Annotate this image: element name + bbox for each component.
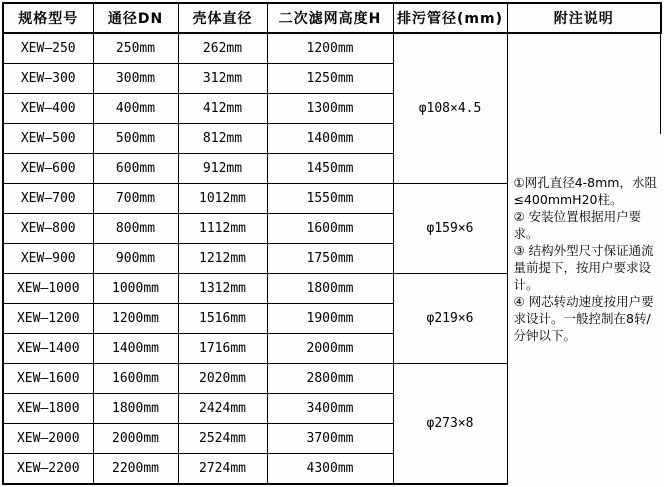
model-cell: XEW—1800 <box>3 394 93 424</box>
note-item: ④ 网芯转动速度按用户要求设计。一般控制在8转/分钟以下。 <box>513 294 654 343</box>
filter-height-cell: 1550mm <box>267 184 393 214</box>
model-cell: XEW—500 <box>3 124 93 154</box>
model-cell: XEW—300 <box>3 64 93 94</box>
dn-cell: 1000mm <box>93 274 178 304</box>
column-header: 壳体直径 <box>178 3 267 33</box>
table-row <box>3 33 661 64</box>
note-item: ② 安装位置根据用户要求。 <box>513 209 642 241</box>
shell-diameter-cell: 1312mm <box>178 274 267 304</box>
filter-height-cell: 1250mm <box>267 64 393 94</box>
filter-height-cell: 2000mm <box>267 334 393 364</box>
shell-diameter-cell: 812mm <box>178 124 267 154</box>
dn-cell: 1600mm <box>93 364 178 394</box>
shell-diameter-cell: 2724mm <box>178 454 267 485</box>
model-cell: XEW—1000 <box>3 274 93 304</box>
column-header: 通径DN <box>93 3 178 33</box>
model-cell: XEW—600 <box>3 154 93 184</box>
shell-diameter-cell: 2524mm <box>178 424 267 454</box>
table-header-row <box>3 3 661 33</box>
shell-diameter-cell: 2424mm <box>178 394 267 424</box>
shell-diameter-cell: 1012mm <box>178 184 267 214</box>
shell-diameter-cell: 912mm <box>178 154 267 184</box>
model-cell: XEW—250 <box>3 33 93 64</box>
dn-cell: 600mm <box>93 154 178 184</box>
model-cell: XEW—800 <box>3 214 93 244</box>
drain-diameter-cell: φ219×6 <box>393 274 507 364</box>
dn-cell: 1200mm <box>93 304 178 334</box>
filter-height-cell: 2800mm <box>267 364 393 394</box>
column-header: 规格型号 <box>3 3 93 33</box>
shell-diameter-cell: 262mm <box>178 33 267 64</box>
dn-cell: 300mm <box>93 64 178 94</box>
filter-height-cell: 3400mm <box>267 394 393 424</box>
shell-diameter-cell: 1112mm <box>178 214 267 244</box>
note-item: ③ 结构外型尺寸保证通流量前提下，按用户要求设计。 <box>513 243 654 292</box>
shell-diameter-cell: 1516mm <box>178 304 267 334</box>
drain-diameter-cell: φ159×6 <box>393 184 507 274</box>
drain-diameter-cell: φ108×4.5 <box>393 33 507 184</box>
shell-diameter-cell: 412mm <box>178 94 267 124</box>
filter-height-cell: 1200mm <box>267 33 393 64</box>
model-cell: XEW—900 <box>3 244 93 274</box>
column-header: 排污管径(mm) <box>393 3 507 33</box>
model-cell: XEW—1600 <box>3 364 93 394</box>
filter-height-cell: 1800mm <box>267 274 393 304</box>
dn-cell: 500mm <box>93 124 178 154</box>
partial-right-border <box>660 34 661 134</box>
dn-cell: 700mm <box>93 184 178 214</box>
dn-cell: 1800mm <box>93 394 178 424</box>
filter-height-cell: 1750mm <box>267 244 393 274</box>
shell-diameter-cell: 312mm <box>178 64 267 94</box>
model-cell: XEW—1200 <box>3 304 93 334</box>
dn-cell: 1400mm <box>93 334 178 364</box>
shell-diameter-cell: 1212mm <box>178 244 267 274</box>
model-cell: XEW—2200 <box>3 454 93 485</box>
dn-cell: 800mm <box>93 214 178 244</box>
dn-cell: 400mm <box>93 94 178 124</box>
spec-table <box>2 2 662 485</box>
filter-height-cell: 1400mm <box>267 124 393 154</box>
model-cell: XEW—700 <box>3 184 93 214</box>
shell-diameter-cell: 1716mm <box>178 334 267 364</box>
dn-cell: 2000mm <box>93 424 178 454</box>
dn-cell: 900mm <box>93 244 178 274</box>
shell-diameter-cell: 2020mm <box>178 364 267 394</box>
filter-height-cell: 1450mm <box>267 154 393 184</box>
dn-cell: 2200mm <box>93 454 178 485</box>
filter-height-cell: 4300mm <box>267 454 393 485</box>
column-header: 附注说明 <box>507 3 661 33</box>
filter-height-cell: 1300mm <box>267 94 393 124</box>
model-cell: XEW—1400 <box>3 334 93 364</box>
model-cell: XEW—2000 <box>3 424 93 454</box>
filter-height-cell: 1600mm <box>267 214 393 244</box>
column-header: 二次滤网高度H <box>267 3 393 33</box>
dn-cell: 250mm <box>93 33 178 64</box>
drain-diameter-cell: φ273×8 <box>393 364 507 485</box>
note-item: ①网孔直径4-8mm，水阻≤400mmH20柱。 <box>513 175 657 207</box>
filter-height-cell: 1900mm <box>267 304 393 334</box>
model-cell: XEW—400 <box>3 94 93 124</box>
notes-cell <box>507 33 661 484</box>
filter-height-cell: 3700mm <box>267 424 393 454</box>
